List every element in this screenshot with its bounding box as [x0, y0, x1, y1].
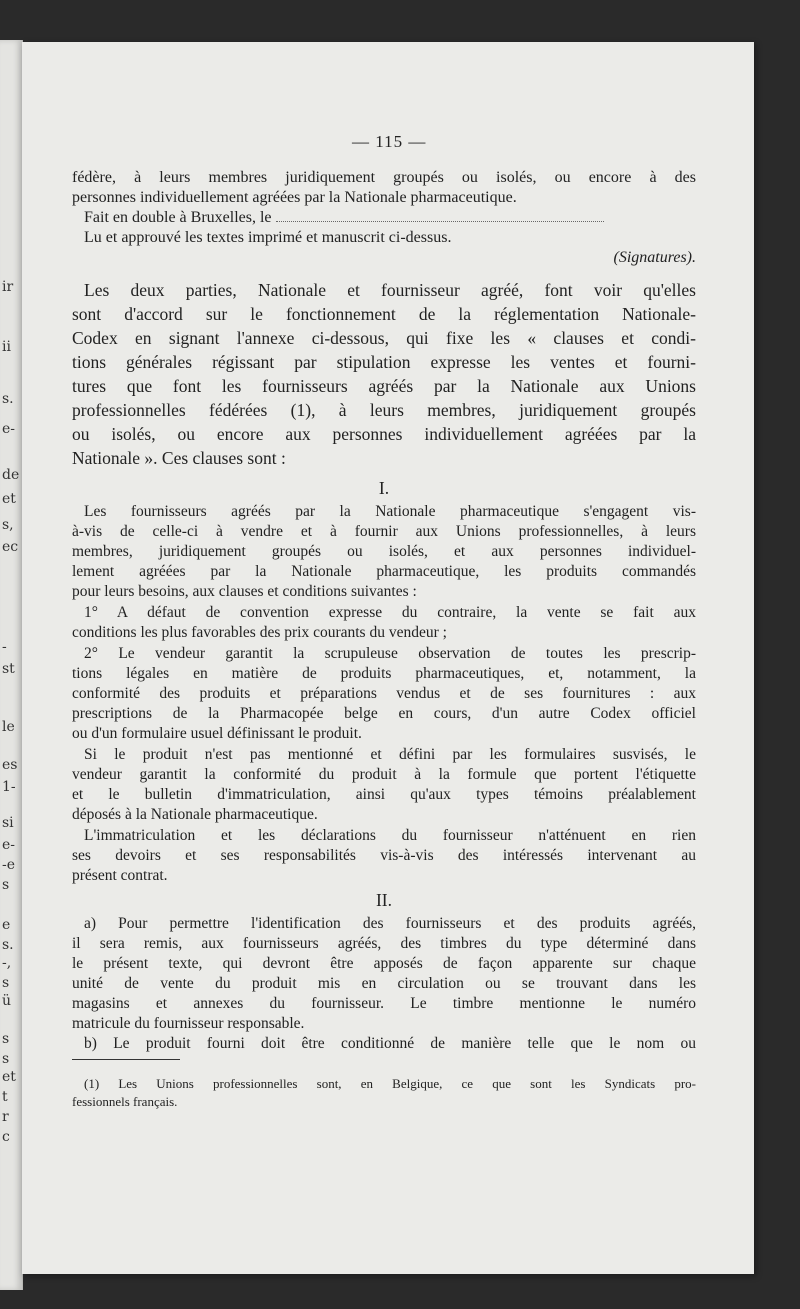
- text-line: 2° Le vendeur garantit la scrupuleuse observation de toutes les prescrip-: [84, 645, 696, 662]
- text-line: membres, juridiquement groupés ou isolés, et aux personnes individuel-: [72, 543, 696, 560]
- text-line: et le bulletin d'immatriculation, ainsi qu'aux types témoins préalablement: [72, 786, 696, 803]
- section-heading: II.: [375, 890, 393, 910]
- margin-fragment: st: [2, 661, 15, 677]
- text-line: magasins et annexes du fournisseur. Le timbre mentionne le numéro: [72, 995, 696, 1012]
- text-line: Les fournisseurs agréés par la Nationale pharmaceutique s'engagent vis-: [84, 503, 696, 520]
- text-line: ou d'un formulaire usuel définissant le produit.: [72, 725, 362, 742]
- text-line: conformité des produits et préparations vendus et de ses fournitures : aux: [72, 685, 696, 702]
- margin-fragment: s.: [2, 391, 14, 407]
- margin-fragment: ii: [2, 339, 11, 355]
- margin-fragment: le: [2, 719, 15, 735]
- margin-fragment: s,: [2, 517, 14, 533]
- margin-fragment: es: [2, 757, 18, 773]
- page-number: — 115 —: [352, 132, 427, 151]
- text-line: Si le produit n'est pas mentionné et défini par les formulaires susvisés, le: [84, 746, 696, 763]
- margin-fragment: et: [2, 491, 16, 507]
- text-line: vendeur garantit la conformité du produit à la formule que portent l'étiquette: [72, 766, 696, 783]
- text-line: unité de vente du produit mis en circulation ou se trouvant dans les: [72, 975, 696, 992]
- text-line: Fait en double à Bruxelles, le: [84, 209, 272, 226]
- text-line: professionnelles fédérées (1), à leurs membres, juridiquement groupés: [72, 400, 696, 420]
- margin-fragment: s: [2, 1051, 10, 1067]
- text-line: ses devoirs et ses responsabilités vis-à-vis des intéressés intervenant au: [72, 847, 696, 864]
- signatures-label: (Signatures).: [613, 249, 696, 266]
- text-line: Les deux parties, Nationale et fournisseur agréé, font voir qu'elles: [84, 280, 696, 300]
- margin-fragment: -e: [2, 857, 16, 873]
- text-line: le présent texte, qui devront être apposés de façon apparente sur chaque: [72, 955, 696, 972]
- margin-fragment: e-: [2, 421, 16, 437]
- text-line: fédère, à leurs membres juridiquement groupés ou isolés, ou encore à des: [72, 169, 696, 186]
- margin-fragment: ir: [2, 279, 14, 295]
- text-line: Nationale ». Ces clauses sont :: [72, 448, 286, 468]
- text-line: Lu et approuvé les textes imprimé et manuscrit ci-dessus.: [84, 229, 452, 246]
- margin-fragment: t: [2, 1089, 8, 1105]
- margin-fragment: -,: [2, 955, 12, 971]
- margin-fragment: et: [2, 1069, 16, 1085]
- signature-line: [72, 208, 696, 228]
- text-line: matricule du fournisseur responsable.: [72, 1015, 305, 1032]
- margin-fragment: si: [2, 815, 14, 831]
- adjacent-page-edge: [0, 40, 23, 1290]
- text-line: b) Le produit fourni doit être conditionné de manière telle que le nom ou: [84, 1035, 696, 1052]
- margin-fragment: de: [2, 467, 20, 483]
- margin-fragment: 1-: [2, 779, 16, 795]
- section-heading: I.: [378, 478, 390, 498]
- margin-fragment: r: [2, 1109, 9, 1125]
- margin-fragment: -: [2, 639, 7, 655]
- text-line: tures que font les fournisseurs agréés par la Nationale aux Unions: [72, 376, 696, 396]
- text-line: déposés à la Nationale pharmaceutique.: [72, 806, 318, 823]
- text-line: tions légales en matière de produits pharmaceutiques, et, notamment, la: [72, 665, 696, 682]
- dotted-blank: [276, 209, 604, 222]
- text-line: L'immatriculation et les déclarations du fournisseur n'atténuent en rien: [84, 827, 696, 844]
- margin-fragment: s: [2, 975, 10, 991]
- book-page: [22, 42, 754, 1274]
- text-line: pour leurs besoins, aux clauses et conditions suivantes :: [72, 583, 417, 600]
- margin-fragment: s.: [2, 937, 14, 953]
- margin-fragment: s: [2, 1031, 10, 1047]
- text-line: tions générales régissant par stipulation expresse les ventes et fourni-: [72, 352, 696, 372]
- text-line: à-vis de celle-ci à vendre et à fournir aux Unions professionnelles, à leurs: [72, 523, 696, 540]
- text-line: prescriptions de la Pharmacopée belge en cours, d'un autre Codex officiel: [72, 705, 696, 722]
- margin-fragment: c: [2, 1129, 10, 1145]
- text-line: personnes individuellement agréées par la Nationale pharmaceutique.: [72, 189, 517, 206]
- margin-fragment: s: [2, 877, 10, 893]
- text-line: Codex en signant l'annexe ci-dessous, qui fixe les « clauses et condi-: [72, 328, 696, 348]
- margin-fragment: e: [2, 917, 11, 933]
- margin-fragment: e-: [2, 837, 16, 853]
- text-line: a) Pour permettre l'identification des fournisseurs et des produits agréés,: [84, 915, 696, 932]
- text-line: ou isolés, ou encore aux personnes individuellement agréées par la: [72, 424, 696, 444]
- text-line: sont d'accord sur le fonctionnement de la réglementation Nationale-: [72, 304, 696, 324]
- footnote-line: fessionnels français.: [72, 1094, 178, 1109]
- margin-fragment: ec: [2, 539, 19, 555]
- text-line: conditions les plus favorables des prix courants du vendeur ;: [72, 624, 447, 641]
- text-line: 1° A défaut de convention expresse du contraire, la vente se fait aux: [84, 604, 696, 621]
- text-line: il sera remis, aux fournisseurs agréés, des timbres du type déterminé dans: [72, 935, 696, 952]
- margin-fragment: ü: [2, 993, 12, 1009]
- text-line: présent contrat.: [72, 867, 168, 884]
- text-line: lement agréées par la Nationale pharmaceutique, les produits commandés: [72, 563, 696, 580]
- footnote-line: (1) Les Unions professionnelles sont, en Belgique, ce que sont les Syndicats pro-: [84, 1076, 696, 1091]
- footnote-rule: [72, 1059, 180, 1060]
